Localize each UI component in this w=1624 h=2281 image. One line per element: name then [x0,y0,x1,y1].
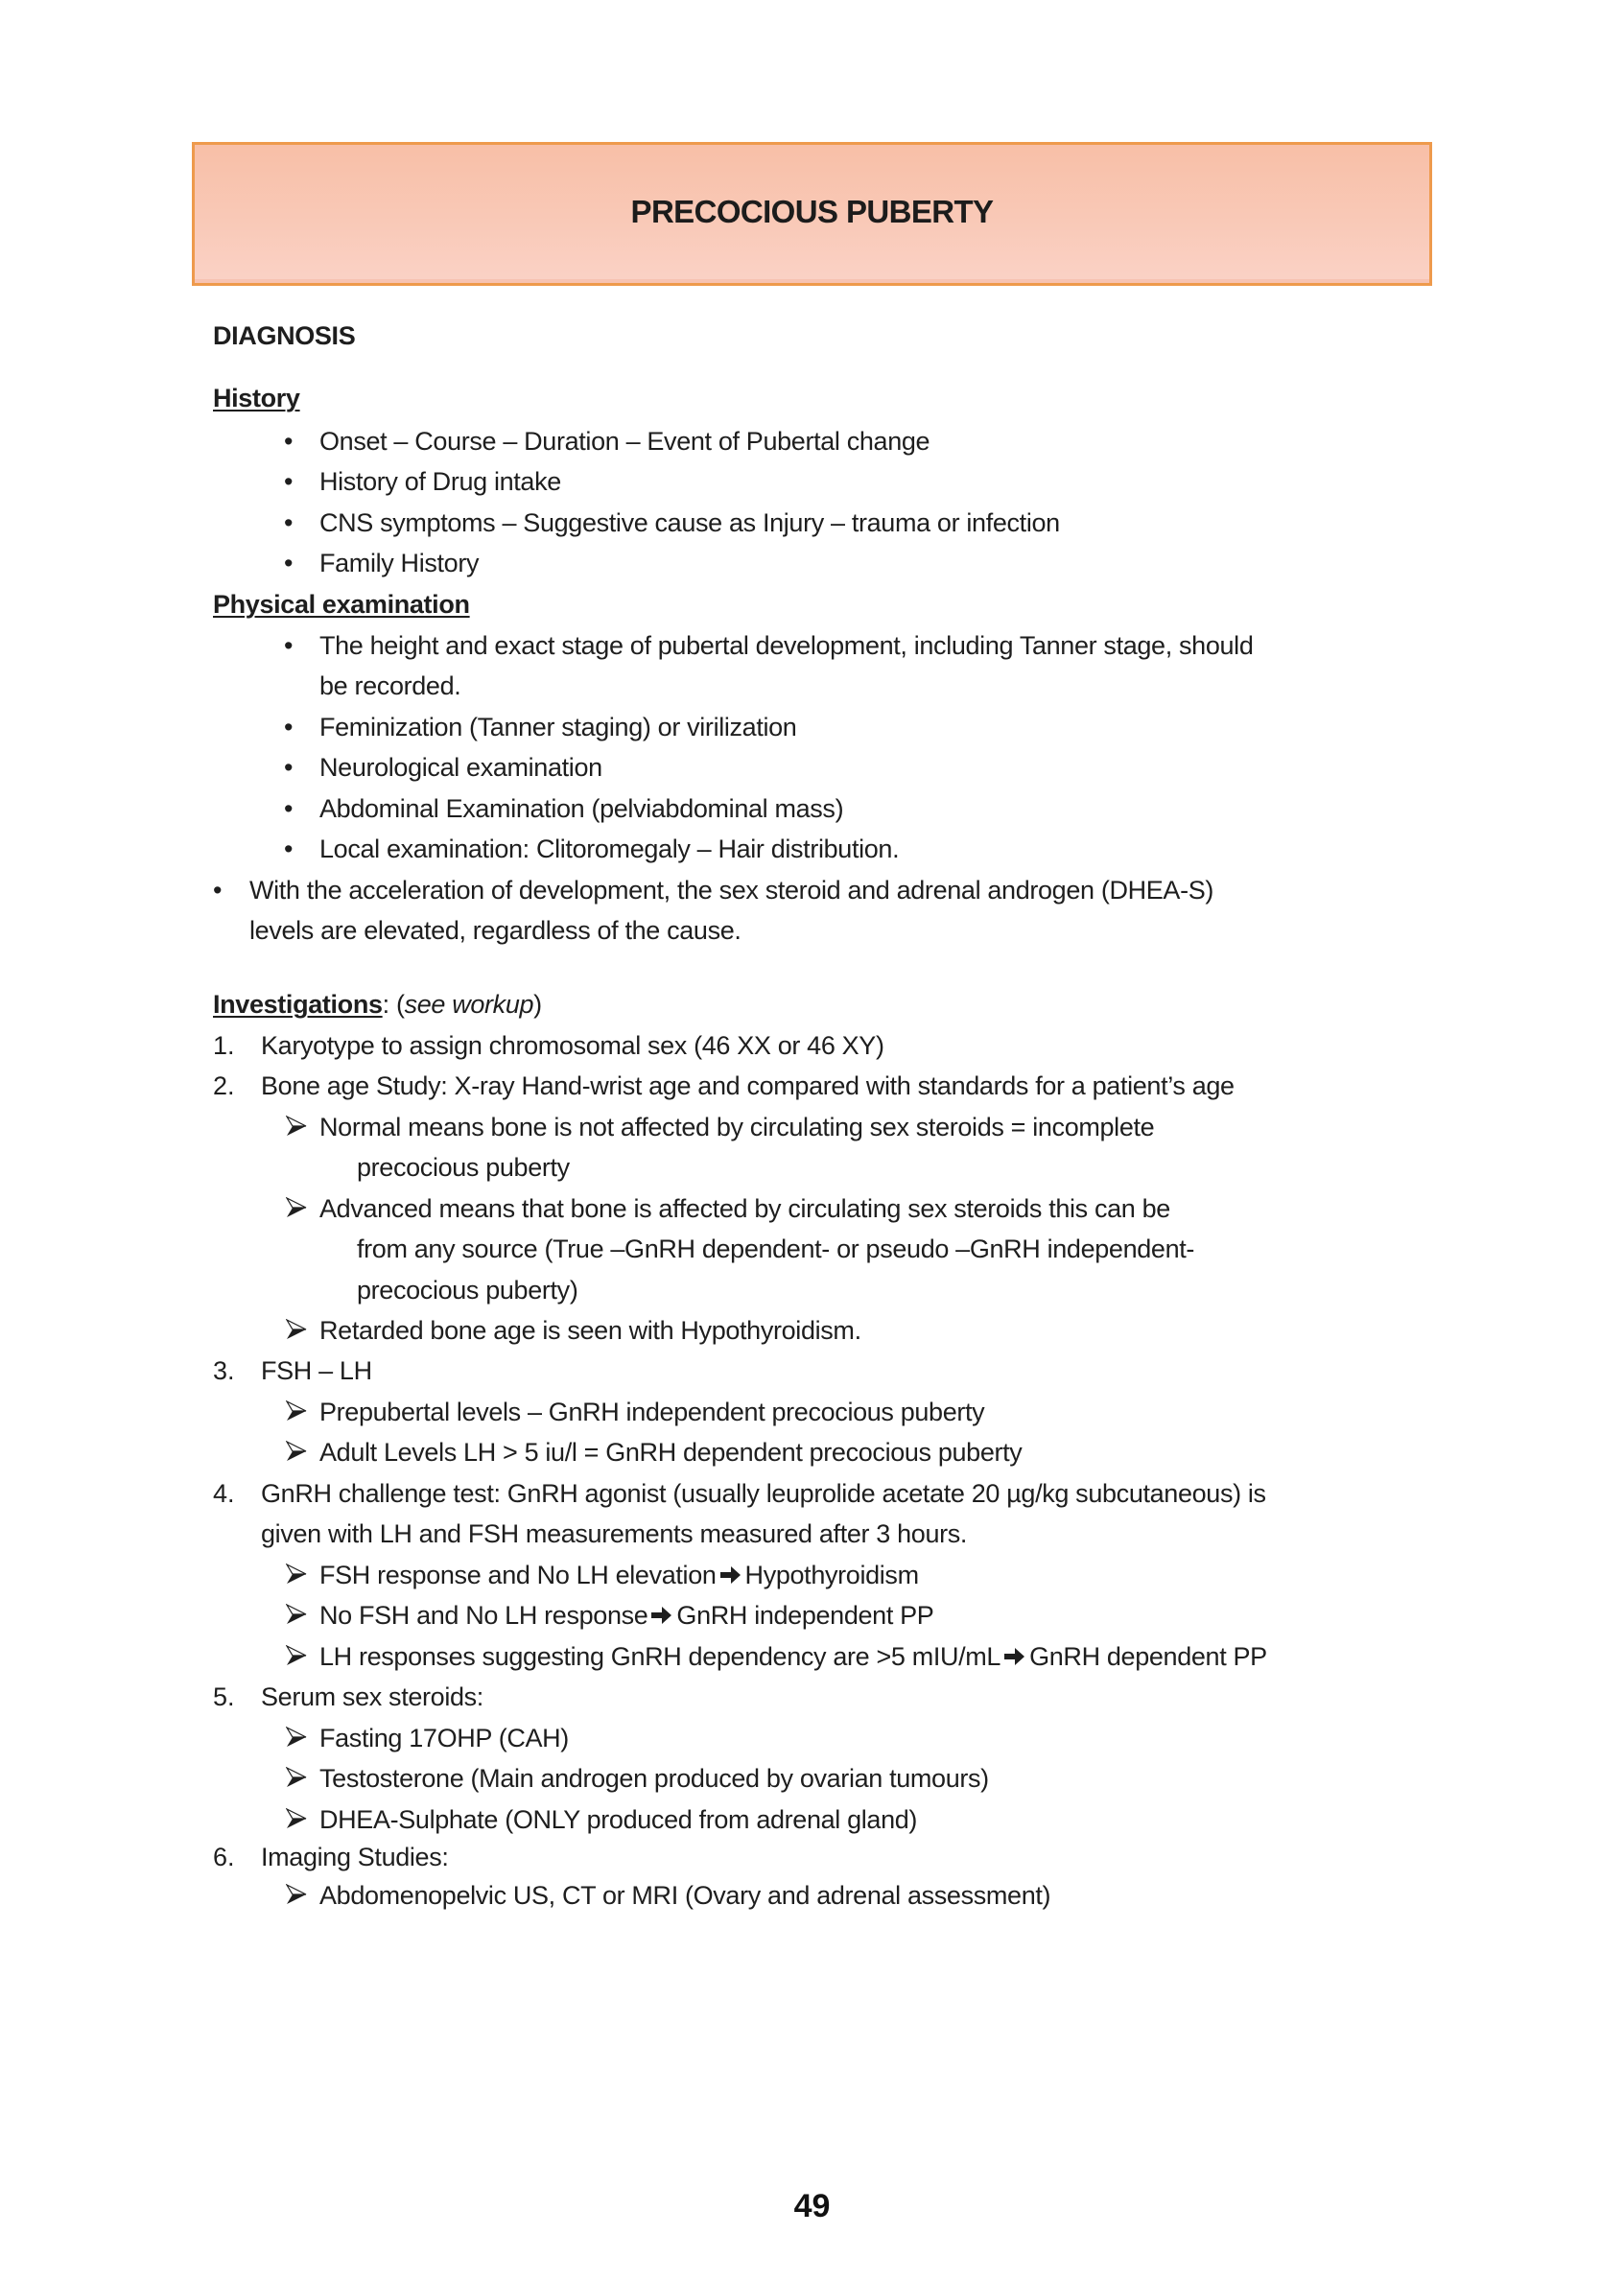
sub-item: Prepubertal levels – GnRH independent precocious puberty [319,1398,985,1426]
investigation-item: FSH – LH [261,1356,372,1385]
sub-item-condition: No FSH and No LH response [319,1601,648,1630]
sub-item-continuation: precocious puberty [357,1153,570,1182]
sub-item: Advanced means that bone is affected by circulating sex steroids this can be [319,1194,1170,1223]
sub-item [319,1600,933,1631]
title-banner [192,142,1432,286]
bullet-icon: • [284,631,294,660]
heading-punctuation: ) [533,990,542,1019]
investigation-item: Serum sex steroids: [261,1682,483,1711]
diagnosis-note: With the acceleration of development, the sex steroid and adrenal androgen (DHEA-S) [249,876,1214,905]
sub-item: Testosterone (Main androgen produced by ovarian tumours) [319,1764,989,1793]
bullet-icon: • [284,753,294,782]
arrowhead-bullet-icon [286,1400,307,1422]
exam-item: Neurological examination [319,753,602,782]
sub-item-condition: LH responses suggesting GnRH dependency are >5 mIU/mL [319,1642,1001,1671]
diagnosis-note-continuation: levels are elevated, regardless of the cause. [249,916,741,945]
bullet-icon: • [284,713,294,741]
list-number: 2. [213,1071,235,1100]
bullet-icon: • [284,835,294,863]
bullet-icon: • [284,467,294,496]
list-number: 4. [213,1479,235,1508]
page-title: PRECOCIOUS PUBERTY [630,194,994,229]
arrowhead-bullet-icon [286,1197,307,1218]
arrowhead-bullet-icon [286,1116,307,1137]
arrowhead-bullet-icon [286,1645,307,1666]
arrowhead-bullet-icon [286,1604,307,1625]
list-number: 5. [213,1682,235,1711]
exam-item: Local examination: Clitoromegaly – Hair distribution. [319,835,900,863]
bullet-icon: • [213,876,223,905]
list-number: 3. [213,1356,235,1385]
page-number: 49 [793,2188,831,2224]
heading-punctuation: : ( [382,990,405,1019]
investigation-item-continuation: given with LH and FSH measurements measured after 3 hours. [261,1519,968,1548]
investigations-heading-line [213,989,542,1020]
arrowhead-bullet-icon [286,1808,307,1829]
subheading-physical-examination: Physical examination [213,590,470,619]
right-arrow-icon [1004,1642,1025,1661]
arrowhead-bullet-icon [286,1319,307,1340]
history-item: Family History [319,549,480,577]
sub-item: Fasting 17OHP (CAH) [319,1724,569,1752]
sub-item [319,1560,919,1590]
subheading-history: History [213,384,300,412]
sub-item-result: GnRH independent PP [676,1601,934,1630]
exam-item: Feminization (Tanner staging) or virilization [319,713,797,741]
sub-item: Abdomenopelvic US, CT or MRI (Ovary and adrenal assessment) [319,1881,1051,1910]
list-number: 1. [213,1031,235,1060]
sub-item-result: GnRH dependent PP [1029,1642,1267,1671]
investigation-item: GnRH challenge test: GnRH agonist (usually leuprolide acetate 20 µg/kg subcutaneous) is [261,1479,1266,1508]
sub-item: DHEA-Sulphate (ONLY produced from adrenal gland) [319,1805,918,1834]
bullet-icon: • [284,508,294,537]
sub-item-continuation: from any source (True –GnRH dependent- or pseudo –GnRH independent- [357,1235,1195,1263]
bullet-icon: • [284,427,294,456]
history-item: History of Drug intake [319,467,561,496]
see-workup-reference: see workup [404,990,534,1019]
right-arrow-icon [651,1601,672,1620]
sub-item-condition: FSH response and No LH elevation [319,1561,717,1589]
sub-item: Normal means bone is not affected by circulating sex steroids = incomplete [319,1113,1155,1141]
history-item: Onset – Course – Duration – Event of Pubertal change [319,427,930,456]
sub-item [319,1641,1267,1672]
arrowhead-bullet-icon [286,1884,307,1905]
bullet-icon: • [284,549,294,577]
investigation-item: Imaging Studies: [261,1843,449,1871]
exam-item-continuation: be recorded. [319,671,461,700]
arrowhead-bullet-icon [286,1767,307,1788]
list-number: 6. [213,1843,235,1871]
exam-item: Abdominal Examination (pelviabdominal mass) [319,794,844,823]
subheading-investigations: Investigations [213,990,383,1019]
exam-item: The height and exact stage of pubertal development, including Tanner stage, should [319,631,1254,660]
sub-item: Retarded bone age is seen with Hypothyroidism. [319,1316,861,1345]
sub-item-result: Hypothyroidism [744,1561,919,1589]
section-heading-diagnosis: DIAGNOSIS [213,321,356,350]
arrowhead-bullet-icon [286,1564,307,1585]
right-arrow-icon [720,1561,741,1580]
investigation-item: Karyotype to assign chromosomal sex (46 XX or 46 XY) [261,1031,884,1060]
arrowhead-bullet-icon [286,1727,307,1748]
bullet-icon: • [284,794,294,823]
sub-item: Adult Levels LH > 5 iu/l = GnRH dependent precocious puberty [319,1438,1023,1467]
investigation-item: Bone age Study: X-ray Hand-wrist age and compared with standards for a patient’s age [261,1071,1235,1100]
history-item: CNS symptoms – Suggestive cause as Injury – trauma or infection [319,508,1060,537]
sub-item-continuation: precocious puberty) [357,1276,578,1305]
arrowhead-bullet-icon [286,1441,307,1462]
